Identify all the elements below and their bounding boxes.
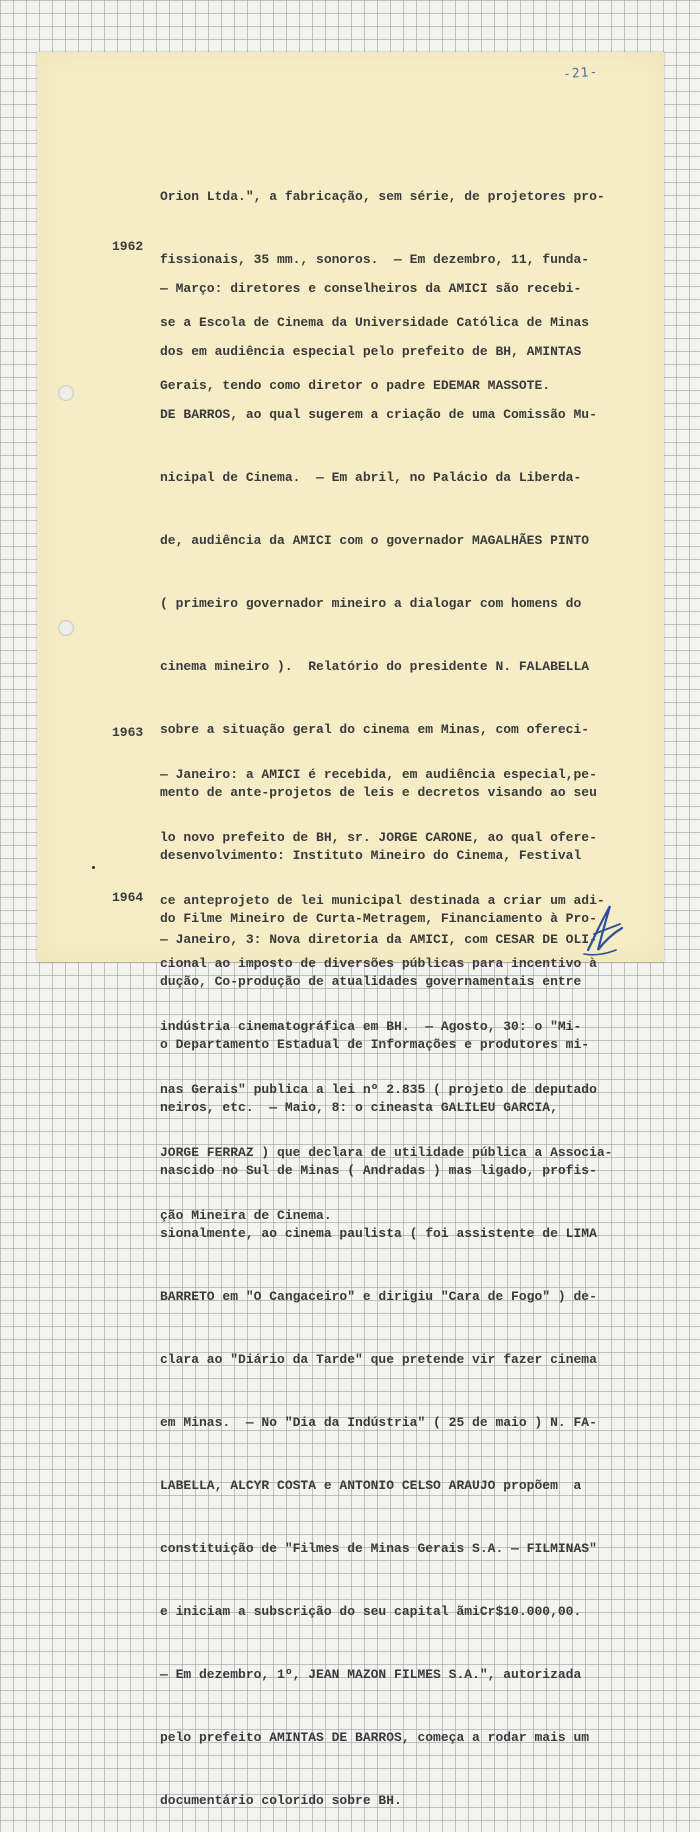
entry-1964-paragraph xyxy=(160,887,597,971)
text-line: em Minas. — No "Dia da Indústria" ( 25 de maio ) N. FA- xyxy=(160,1415,597,1430)
text-line: se a Escola de Cinema da Universidade Católica de Minas xyxy=(160,315,590,330)
punch-hole-bottom xyxy=(58,620,74,636)
text-line: indústria cinematográfica em BH. — Agosto, 30: o "Mi- xyxy=(160,1019,582,1034)
text-line: sionalmente, ao cinema paulista ( foi assistente de LIMA xyxy=(160,1226,597,1241)
text-line: sobre a situação geral do cinema em Minas, com ofereci- xyxy=(160,722,590,737)
text-line: constituição de "Filmes de Minas Gerais S.A. — FILMINAS" xyxy=(160,1541,597,1556)
ink-dot xyxy=(92,866,95,869)
year-label-1964: 1964 xyxy=(112,890,144,905)
text-line: ce anteprojeto de lei municipal destinada a criar um adi- xyxy=(160,893,605,908)
text-line: Gerais, tendo como diretor o padre EDEMAR MASSOTE. xyxy=(160,378,551,393)
text-line: clara ao "Diário da Tarde" que pretende vir fazer cinema xyxy=(160,1352,597,1367)
text-line: nicipal de Cinema. — Em abril, no Palácio da Liberda- xyxy=(160,470,582,485)
text-line: o Departamento Estadual de Informações e produtores mi- xyxy=(160,1037,590,1052)
text-line: mento de ante-projetos de leis e decretos visando ao seu xyxy=(160,785,597,800)
text-line: BARRETO em "O Cangaceiro" e dirigiu "Cara de Fogo" ) de- xyxy=(160,1289,597,1304)
text-line: — Janeiro: a AMICI é recebida, em audiência especial,pe- xyxy=(160,767,597,782)
text-line: — Março: diretores e conselheiros da AMICI são recebi- xyxy=(160,281,582,296)
text-line: neiros, etc. — Maio, 8: o cineasta GALILEU GARCIA, xyxy=(160,1100,558,1115)
text-line: dução, Co-produção de atualidades governamentais entre xyxy=(160,974,582,989)
text-line: documentário colorido sobre BH. xyxy=(160,1793,402,1808)
text-line: JORGE FERRAZ ) que declara de utilidade pública a Associa- xyxy=(160,1145,613,1160)
signature-initials xyxy=(580,898,630,958)
text-line: dos em audiência especial pelo prefeito de BH, AMINTAS xyxy=(160,344,582,359)
text-line: — Janeiro, 3: Nova diretoria da AMICI, com CESAR DE OLI- xyxy=(160,932,597,947)
text-line: fissionais, 35 mm., sonoros. — Em dezembro, 11, funda- xyxy=(160,252,590,267)
text-line: cinema mineiro ). Relatório do presidente N. FALABELLA xyxy=(160,659,590,674)
year-label-1963: 1963 xyxy=(112,725,144,740)
text-line: ( primeiro governador mineiro a dialogar com homens do xyxy=(160,596,582,611)
page-number: -21- xyxy=(562,64,599,83)
text-line: pelo prefeito AMINTAS DE BARROS, começa a rodar mais um xyxy=(160,1730,590,1745)
text-line: cional ao imposto de diversões públicas para incentivo à xyxy=(160,956,597,971)
text-line: LABELLA, ALCYR COSTA e ANTONIO CELSO ARAUJO propõem a xyxy=(160,1478,582,1493)
year-label-1962: 1962 xyxy=(112,239,144,254)
text-line: Orion Ltda.", a fabricação, sem série, de projetores pro- xyxy=(160,189,605,204)
entry-1963-paragraph xyxy=(160,722,612,1247)
text-line: de, audiência da AMICI com o governador MAGALHÃES PINTO xyxy=(160,533,590,548)
punch-hole-top xyxy=(58,385,74,401)
text-line: DE BARROS, ao qual sugerem a criação de uma Comissão Mu- xyxy=(160,407,597,422)
text-line: ção Mineira de Cinema. xyxy=(160,1208,332,1223)
text-line: — Em dezembro, 1º, JEAN MAZON FILMES S.A.", autorizada xyxy=(160,1667,582,1682)
text-line: e iniciam a subscrição do seu capital ãmiCr$10.000,00. xyxy=(160,1604,582,1619)
text-line: lo novo prefeito de BH, sr. JORGE CARONE, ao qual ofere- xyxy=(160,830,597,845)
text-line: do Filme Mineiro de Curta-Metragem, Financiamento à Pro- xyxy=(160,911,597,926)
text-line: nas Gerais" publica a lei nº 2.835 ( projeto de deputado xyxy=(160,1082,597,1097)
text-line: nascido no Sul de Minas ( Andradas ) mas ligado, profis- xyxy=(160,1163,597,1178)
text-line: desenvolvimento: Instituto Mineiro do Cinema, Festival xyxy=(160,848,582,863)
